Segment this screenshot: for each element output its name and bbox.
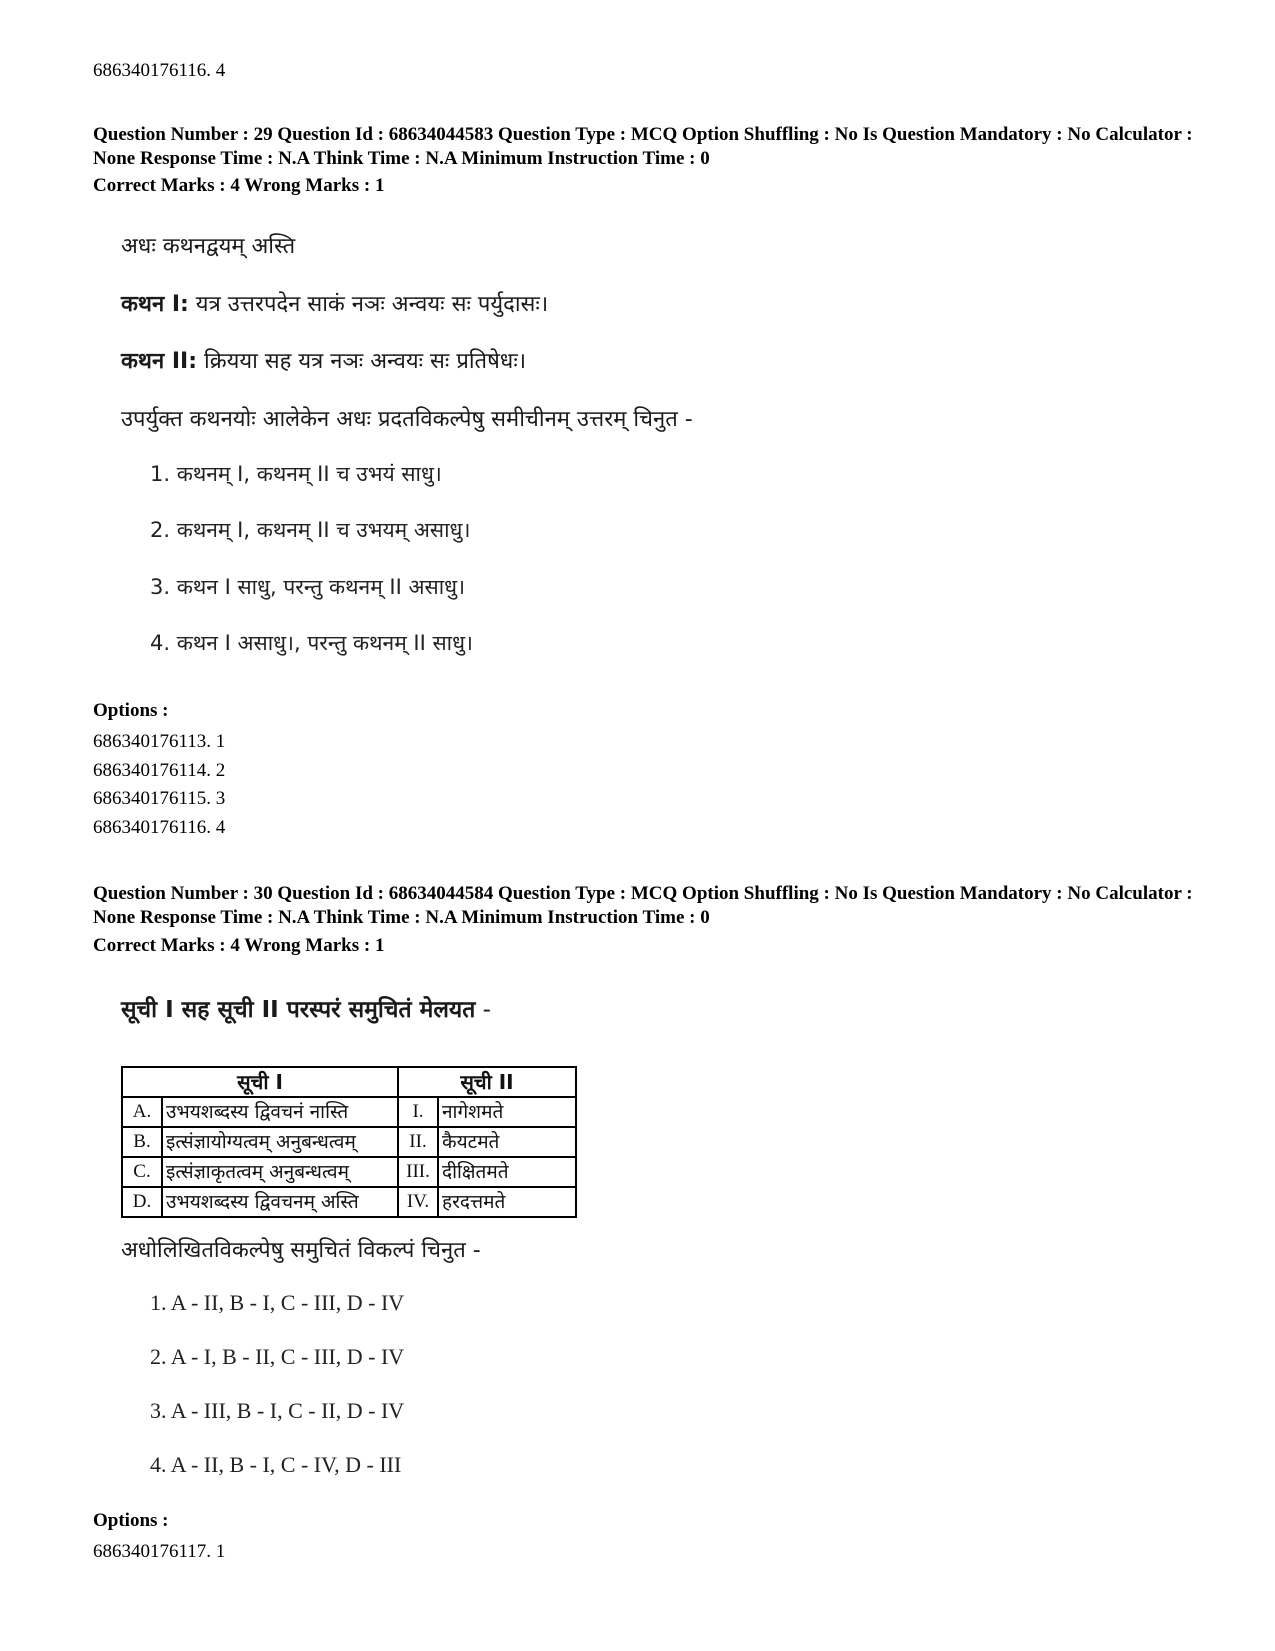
previous-option: 686340176116. 4 [93, 60, 226, 81]
q30-choice-2: 2. A - I, B - II, C - III, D - IV [150, 1344, 405, 1369]
q29-option-2: 686340176114. 2 [93, 759, 226, 781]
row-value-list-1: इत्संज्ञायोग्यत्वम् अनुबन्धत्वम् [162, 1127, 398, 1157]
table-row [122, 1187, 576, 1217]
q29-option-1: 686340176113. 1 [93, 731, 226, 752]
q29-choice-3: 3. कथन I साधु, परन्तु कथनम् II असाधु। [150, 575, 466, 599]
q30-match-table [121, 1066, 577, 1218]
q29-statement-1-label: कथन I: [121, 292, 189, 317]
q30-prompt: अधोलिखितविकल्पेषु समुचितं विकल्पं चिनुत - [121, 1238, 481, 1263]
q30-choice-4: 4. A - II, B - I, C - IV, D - III [150, 1452, 402, 1477]
row-key-list-1: C. [122, 1157, 162, 1187]
row-value-list-2: नागेशमते [438, 1097, 576, 1127]
row-key-list-1: A. [122, 1097, 162, 1127]
q30-heading-tail: - [475, 997, 491, 1023]
q29-statement-2-text: क्रियया सह यत्र नञः अन्वयः सः प्रतिषेधः। [197, 349, 527, 374]
row-value-list-1: इत्संज्ञाकृतत्वम् अनुबन्धत्वम् [162, 1157, 398, 1187]
row-value-list-2: हरदत्तमते [438, 1187, 576, 1217]
table-row [122, 1127, 576, 1157]
q29-statement-1 [121, 288, 548, 318]
row-key-list-1: D. [122, 1187, 162, 1217]
table-header-row [122, 1067, 576, 1097]
q29-marks: Correct Marks : 4 Wrong Marks : 1 [93, 175, 385, 196]
q30-marks: Correct Marks : 4 Wrong Marks : 1 [93, 935, 385, 956]
row-key-list-2: IV. [398, 1187, 438, 1217]
table-header-list-2: सूची II [398, 1067, 576, 1097]
table-header-list-1: सूची I [122, 1067, 398, 1097]
q29-statement-2-label: कथन II: [121, 349, 197, 374]
q29-options-label: Options : [93, 700, 169, 721]
q30-choice-1: 1. A - II, B - I, C - III, D - IV [150, 1290, 405, 1315]
q29-choice-4: 4. कथन I असाधु।, परन्तु कथनम् II साधु। [150, 631, 473, 655]
row-key-list-2: III. [398, 1157, 438, 1187]
q30-options-list [93, 1538, 225, 1567]
q30-choice-3: 3. A - III, B - I, C - II, D - IV [150, 1398, 405, 1423]
table-row [122, 1157, 576, 1187]
q29-option-3: 686340176115. 3 [93, 788, 226, 810]
table-row [122, 1097, 576, 1127]
row-key-list-2: II. [398, 1127, 438, 1157]
q29-choice-1: 1. कथनम् I, कथनम् II च उभयं साधु। [150, 462, 442, 486]
row-value-list-1: उभयशब्दस्य द्विवचनम् अस्ति [162, 1187, 398, 1217]
q29-prompt: उपर्युक्त कथनयोः आलेकेन अधः प्रदतविकल्पेषु समीचीनम् उत्तरम् चिनुत - [121, 407, 693, 432]
q30-heading [121, 992, 491, 1024]
row-value-list-1: उभयशब्दस्य द्विवचनं नास्ति [162, 1097, 398, 1127]
q29-choice-2: 2. कथनम् I, कथनम् II च उभयम् असाधु। [150, 518, 471, 542]
q29-option-4: 686340176116. 4 [93, 817, 226, 839]
q30-option-1: 686340176117. 1 [93, 1541, 226, 1562]
row-value-list-2: कैयटमते [438, 1127, 576, 1157]
q29-statement-1-text: यत्र उत्तरपदेन साकं नञः अन्वयः सः पर्युदासः। [188, 292, 549, 317]
q30-meta: Question Number : 30 Question Id : 68634044584 Question Type : MCQ Option Shuffling : No Is Question Mandatory : No Calculator : None Response Time : N.A Think Time : N.A Minimum Instruction Time : 0 [93, 883, 1193, 928]
row-key-list-2: I. [398, 1097, 438, 1127]
q29-intro: अधः कथनद्वयम् अस्ति [121, 234, 296, 259]
q30-heading-bold: सूची I सह सूची II परस्परं समुचितं मेलयत [121, 997, 476, 1023]
q29-meta: Question Number : 29 Question Id : 68634044583 Question Type : MCQ Option Shuffling : No Is Question Mandatory : No Calculator : None Response Time : N.A Think Time : N.A Minimum Instruction Time : 0 [93, 124, 1193, 169]
row-key-list-1: B. [122, 1127, 162, 1157]
q29-statement-2 [121, 345, 526, 375]
q29-options-list [93, 728, 225, 843]
q30-options-label: Options : [93, 1510, 169, 1531]
row-value-list-2: दीक्षितमते [438, 1157, 576, 1187]
